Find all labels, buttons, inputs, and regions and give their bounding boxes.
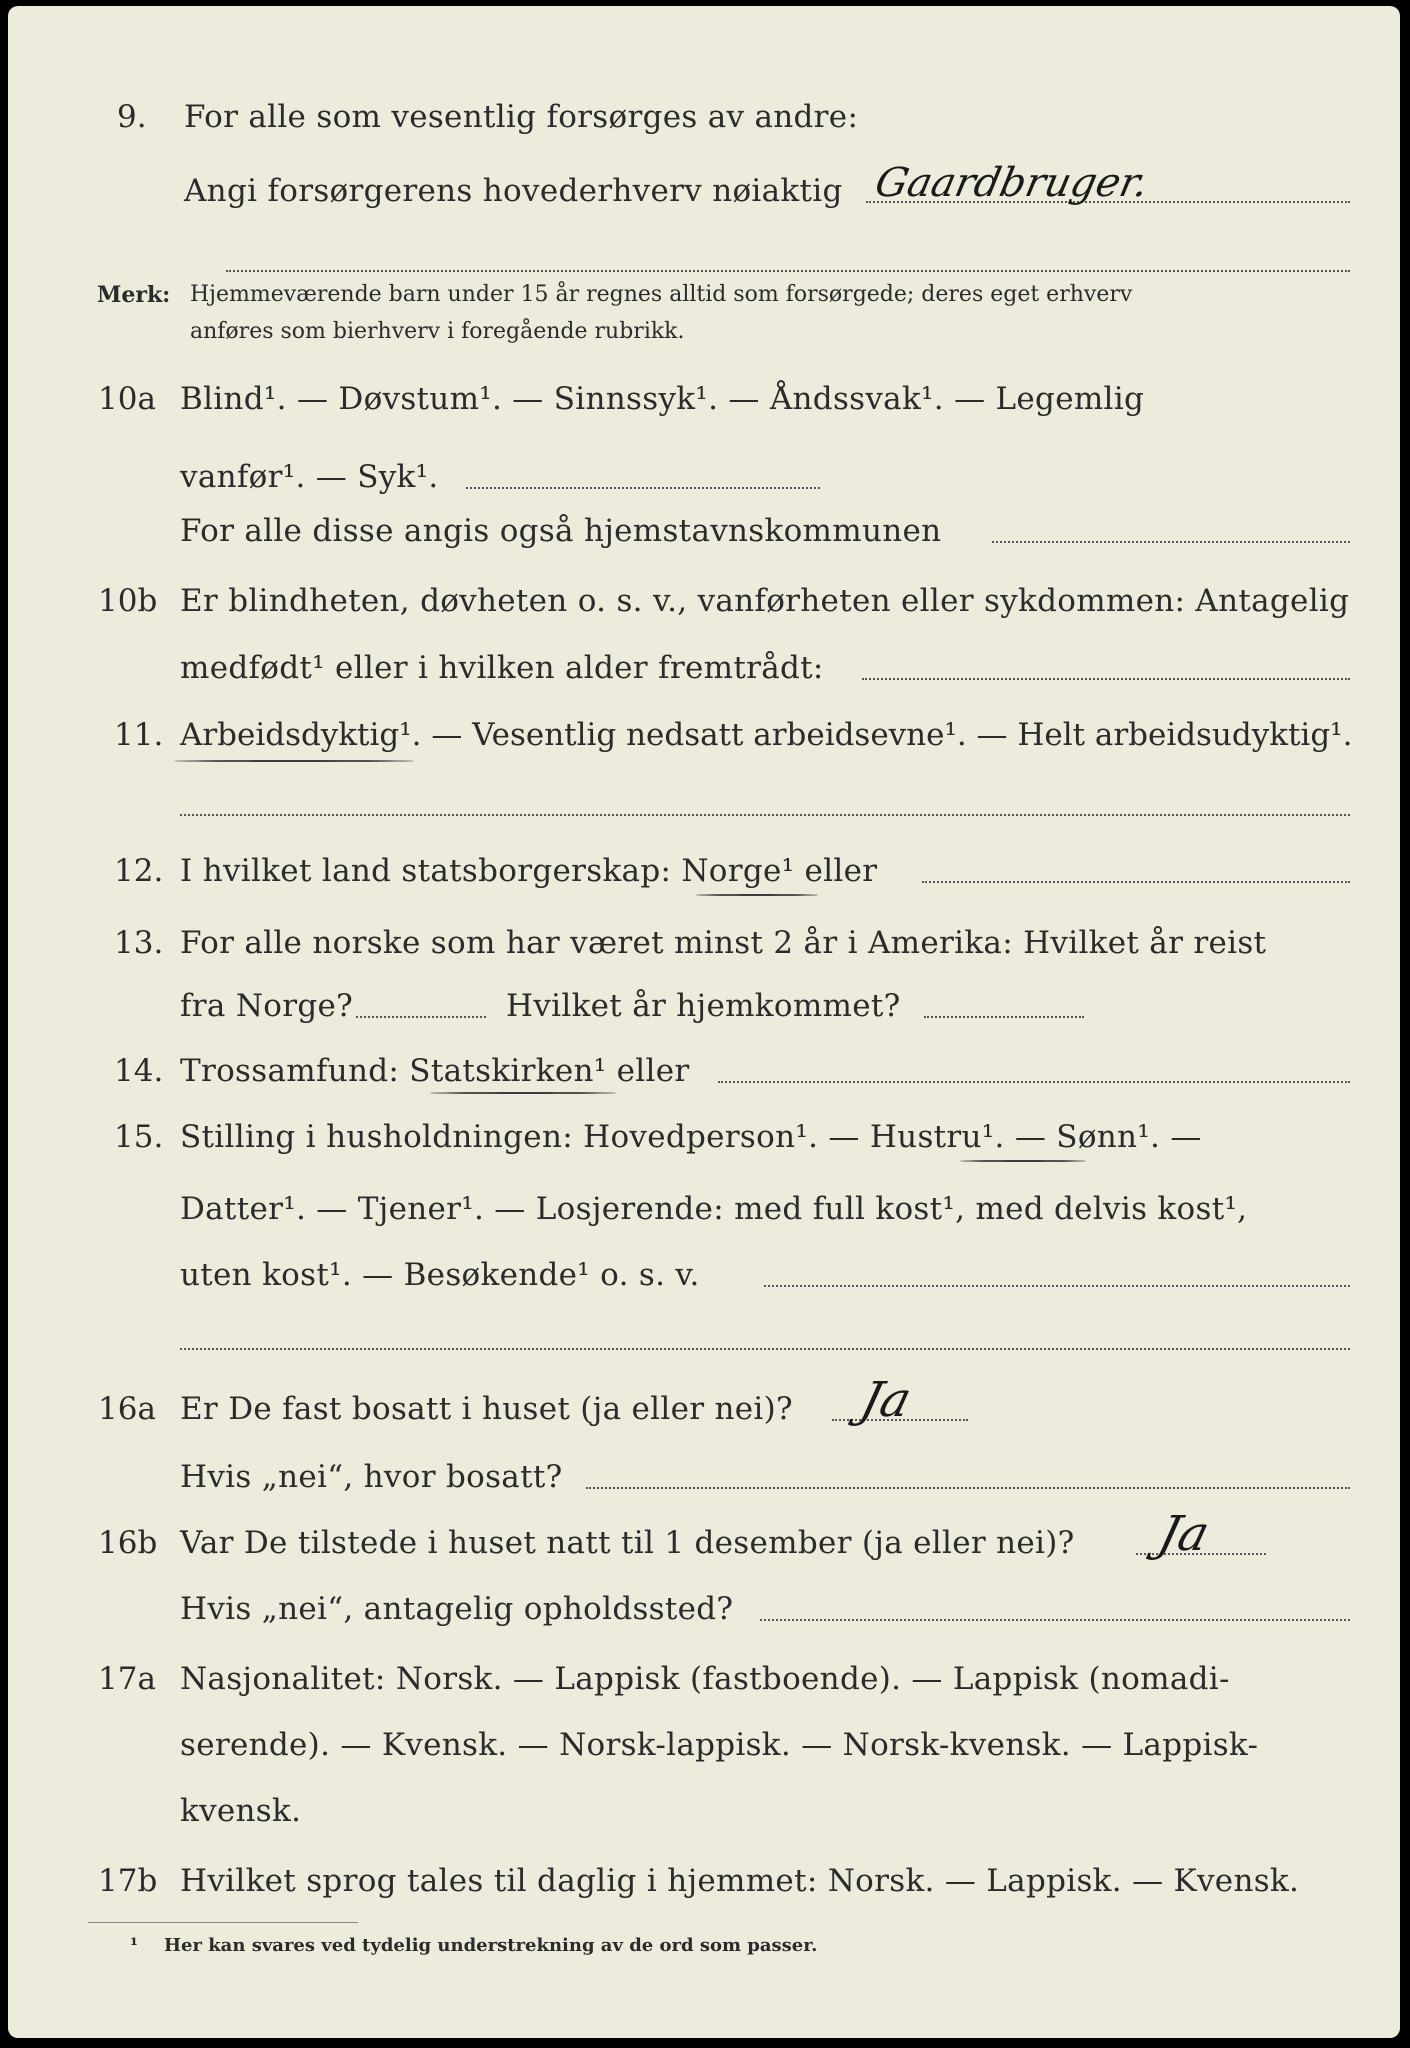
- q13-line2b: Hvilket år hjemkommet?: [506, 988, 901, 1024]
- q10b-number: 10b: [98, 583, 158, 619]
- merk-line2: anføres som bierhverv i foregående rubrikk.: [190, 319, 685, 344]
- q16b-number: 16b: [98, 1525, 158, 1561]
- footnote-text: Her kan svares ved tydelig understrekning av de ord som passer.: [164, 1935, 818, 1956]
- q10a-line3: For alle disse angis også hjemstavnskommunen: [180, 513, 942, 549]
- q10a-number: 10a: [98, 381, 156, 417]
- merk-line1: Hjemmeværende barn under 15 år regnes alltid som forsørgede; deres eget erhverv: [190, 282, 1133, 307]
- q13-line2a: fra Norge?: [180, 988, 354, 1024]
- q11-underline-mark: [174, 760, 414, 762]
- q16a-line2: Hvis „nei“, hvor bosatt?: [180, 1459, 563, 1495]
- q13-number: 13.: [114, 925, 164, 961]
- q15-answer-line: [764, 1285, 1350, 1287]
- q10a-line2: vanfør¹. — Syk¹.: [180, 459, 439, 495]
- q10a-syk-line: [466, 487, 820, 489]
- q15-extra-line: [180, 1348, 1350, 1350]
- q11-extra-line: [180, 814, 1350, 816]
- q15-line3: uten kost¹. — Besøkende¹ o. s. v.: [180, 1257, 700, 1293]
- q15-number: 15.: [114, 1119, 164, 1155]
- q16b-line2: Hvis „nei“, antagelig opholdssted?: [180, 1591, 734, 1627]
- q14-number: 14.: [114, 1053, 164, 1089]
- q16b-opholdssted-line: [760, 1619, 1350, 1621]
- q15-line1: Stilling i husholdningen: Hovedperson¹. — Hustru¹. — Sønn¹. —: [180, 1119, 1202, 1155]
- q10b-answer-line: [862, 678, 1350, 680]
- q17a-line3: kvensk.: [180, 1793, 302, 1829]
- q12-underline-mark: [696, 894, 818, 896]
- q16a-bosatt-line: [586, 1487, 1350, 1489]
- q10a-line1: Blind¹. — Døvstum¹. — Sinnssyk¹. — Åndssvak¹. — Legemlig: [180, 381, 1145, 417]
- q15-line2: Datter¹. — Tjener¹. — Losjerende: med full kost¹, med delvis kost¹,: [180, 1191, 1248, 1227]
- q11-number: 11.: [114, 717, 164, 753]
- q12-number: 12.: [114, 853, 164, 889]
- q16b-handwritten-answer[interactable]: Ja: [1153, 1506, 1215, 1562]
- q17a-number: 17a: [98, 1661, 156, 1697]
- q16a-line1: Er De fast bosatt i huset (ja eller nei)?: [180, 1391, 793, 1427]
- q10b-line2: medfødt¹ eller i hvilken alder fremtrådt:: [180, 650, 824, 686]
- footnote-rule: [88, 1922, 358, 1923]
- q16b-line1: Var De tilstede i huset natt til 1 desember (ja eller nei)?: [180, 1525, 1075, 1561]
- q14-underline-mark: [430, 1092, 616, 1094]
- q11-line1: Arbeidsdyktig¹. — Vesentlig nedsatt arbeidsevne¹. — Helt arbeidsudyktig¹.: [180, 717, 1353, 753]
- q12-line1: I hvilket land statsborgerskap: Norge¹ eller: [180, 853, 878, 889]
- q9-handwritten-answer[interactable]: Gaardbruger.: [871, 160, 1153, 206]
- q9-number: 9.: [117, 99, 147, 135]
- merk-label: Merk:: [97, 282, 171, 308]
- q15-underline-mark: [960, 1160, 1086, 1162]
- q17a-line1: Nasjonalitet: Norsk. — Lappisk (fastboende). — Lappisk (nomadi-: [180, 1661, 1230, 1697]
- q16a-handwritten-answer[interactable]: Ja: [855, 1372, 917, 1428]
- q10a-kommune-line: [992, 541, 1350, 543]
- q13-hjemkommet-line: [924, 1016, 1084, 1018]
- footnote-mark: ¹: [130, 1935, 138, 1956]
- q14-answer-line: [718, 1081, 1350, 1083]
- q16a-number: 16a: [98, 1391, 156, 1427]
- q9-line2: Angi forsørgerens hovederhverv nøiaktig: [184, 173, 843, 209]
- q13-line1: For alle norske som har været minst 2 år i Amerika: Hvilket år reist: [180, 925, 1267, 961]
- q17b-number: 17b: [98, 1863, 158, 1899]
- q14-line1: Trossamfund: Statskirken¹ eller: [180, 1053, 690, 1089]
- q17a-line2: serende). — Kvensk. — Norsk-lappisk. — Norsk-kvensk. — Lappisk-: [180, 1727, 1259, 1763]
- q17b-line1: Hvilket sprog tales til daglig i hjemmet: Norsk. — Lappisk. — Kvensk.: [180, 1863, 1300, 1899]
- q10b-line1: Er blindheten, døvheten o. s. v., vanførheten eller sykdommen: Antagelig: [180, 583, 1350, 619]
- q9-extra-line: [226, 270, 1350, 272]
- q9-line1: For alle som vesentlig forsørges av andre:: [184, 99, 859, 135]
- q12-answer-line: [922, 881, 1350, 883]
- q13-reist-line: [356, 1016, 486, 1018]
